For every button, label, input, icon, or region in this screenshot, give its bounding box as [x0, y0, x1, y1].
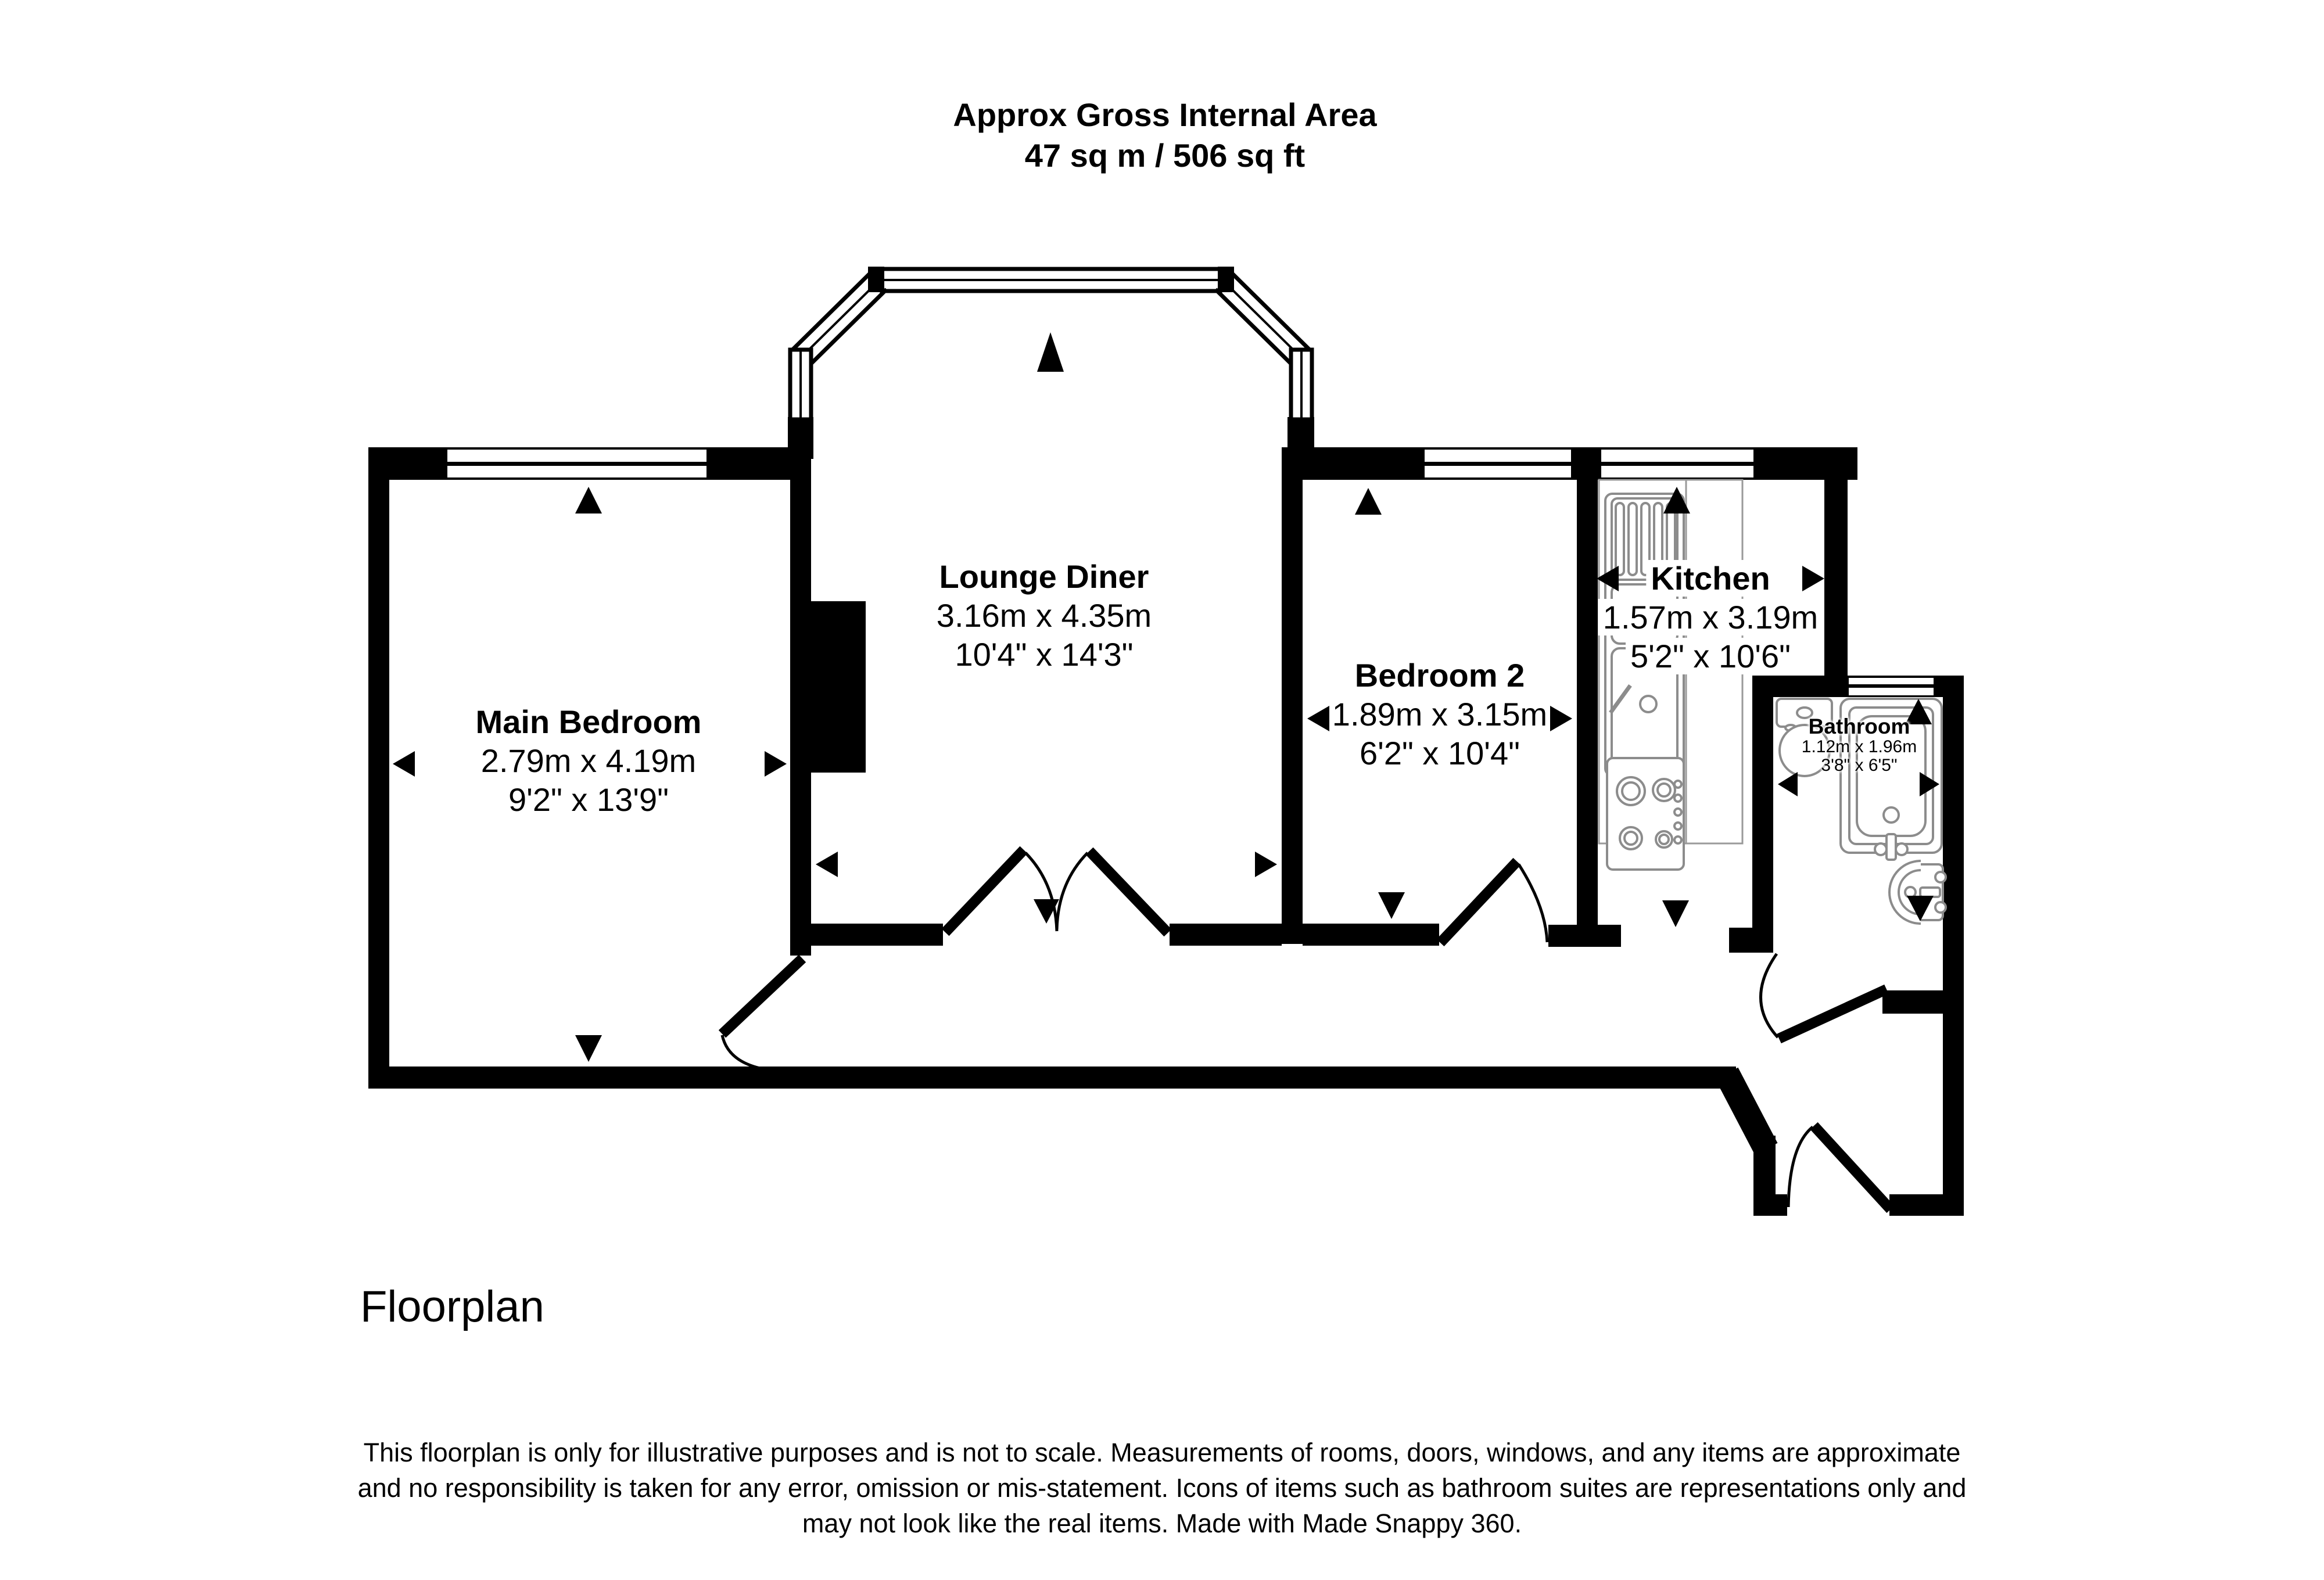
dimension-arrows: [393, 332, 1939, 1062]
window-kitchen: [1601, 450, 1753, 477]
wall-lounge-bottom-left: [811, 924, 943, 946]
wall-entry-bottom-left: [1753, 1194, 1787, 1216]
kitchen-imperial: 5'2" x 10'6": [1626, 638, 1795, 674]
door-lounge-double-left: [945, 850, 1057, 932]
window-main-bedroom: [447, 450, 706, 477]
wall-hall-bottom: [368, 1066, 1736, 1089]
arrow-left-icon: [393, 751, 415, 777]
window-bathroom: [1849, 678, 1934, 695]
arrow-down-icon: [1662, 900, 1689, 927]
kitchen-label: Kitchen: [1646, 560, 1774, 597]
bedroom2-imperial: 6'2" x 10'4": [1360, 735, 1520, 771]
wall-right-exterior: [1943, 697, 1964, 1216]
lounge-diner-metric: 3.16m x 4.35m: [936, 597, 1152, 634]
arrow-right-icon: [1255, 852, 1277, 877]
arrow-right-icon: [765, 751, 787, 777]
wall-bathroom-door-stub: [1729, 928, 1773, 953]
wall-divider-bedroom-lounge: [790, 419, 811, 956]
lounge-diner-label: Lounge Diner: [939, 558, 1149, 595]
page-title-line2: 47 sq m / 506 sq ft: [1024, 137, 1306, 174]
wall-kitchen-right: [1824, 480, 1848, 697]
wall-divider-lounge-bedroom2: [1282, 447, 1303, 944]
main-bedroom-label: Main Bedroom: [475, 703, 702, 740]
bathroom-imperial: 3'8" x 6'5": [1821, 756, 1898, 775]
wall-divider-bedroom2-kitchen: [1577, 447, 1598, 947]
arrow-left-icon: [816, 852, 838, 877]
bay-window-side-left: [790, 350, 811, 419]
lounge-diner-imperial: 10'4" x 14'3": [955, 636, 1134, 673]
arrow-left-icon: [1778, 772, 1798, 796]
door-lounge-double-right: [1057, 851, 1168, 933]
door-bathroom: [1760, 954, 1887, 1039]
kitchen-metric: 1.57m x 3.19m: [1598, 599, 1823, 635]
door-bedroom2: [1440, 861, 1547, 943]
hob-icon: [1607, 758, 1684, 870]
wall-bathroom-bottom: [1882, 990, 1943, 1014]
main-bedroom-metric: 2.79m x 4.19m: [480, 742, 697, 779]
wall-lounge-bottom-right: [1170, 924, 1282, 946]
bay-window-side-right: [1291, 350, 1312, 419]
disclaimer-line2: and no responsibility is taken for any error, omission or mis-statement. Icons of items such as bathroom suites are representations only and: [357, 1473, 1967, 1503]
wall-entry-bottom-right: [1889, 1194, 1964, 1216]
bedroom2-label: Bedroom 2: [1354, 657, 1525, 694]
door-entry: [1788, 1126, 1891, 1209]
arrow-left-icon: [1307, 706, 1329, 731]
arrow-up-icon: [1037, 332, 1064, 372]
arrow-down-icon: [575, 1035, 602, 1062]
window-bedroom2: [1425, 450, 1571, 477]
main-bedroom-imperial: 9'2" x 13'9": [508, 781, 669, 818]
arrow-right-icon: [1550, 706, 1572, 731]
arrow-right-icon: [1802, 566, 1824, 591]
arrow-up-icon: [575, 487, 602, 514]
bathroom-metric: 1.12m x 1.96m: [1801, 737, 1917, 756]
doors: [722, 850, 1891, 1209]
wall-bedroom2-bottom-left: [1303, 924, 1439, 946]
bedroom2-metric: 1.89m x 3.15m: [1332, 696, 1548, 732]
door-main-bedroom: [722, 958, 809, 1072]
disclaimer-line3: may not look like the real items. Made with Made Snappy 360.: [802, 1509, 1522, 1538]
floorplan-caption: Floorplan: [360, 1282, 544, 1331]
wall-bathroom-left: [1752, 697, 1773, 928]
wall-bay-stub-left: [788, 417, 813, 459]
arrow-down-icon: [1378, 892, 1405, 919]
bathroom-label: Bathroom: [1808, 714, 1910, 738]
arrow-up-icon: [1355, 488, 1382, 515]
page-title-line1: Approx Gross Internal Area: [953, 96, 1377, 133]
disclaimer-line1: This floorplan is only for illustrative purposes and is not to scale. Measurements of rooms, doors, windows, and any items are approximate: [363, 1438, 1961, 1467]
chimney-breast: [811, 601, 866, 773]
wall-main-bedroom-left: [368, 447, 389, 1089]
wall-bedroom2-bottom-right: [1548, 925, 1621, 947]
